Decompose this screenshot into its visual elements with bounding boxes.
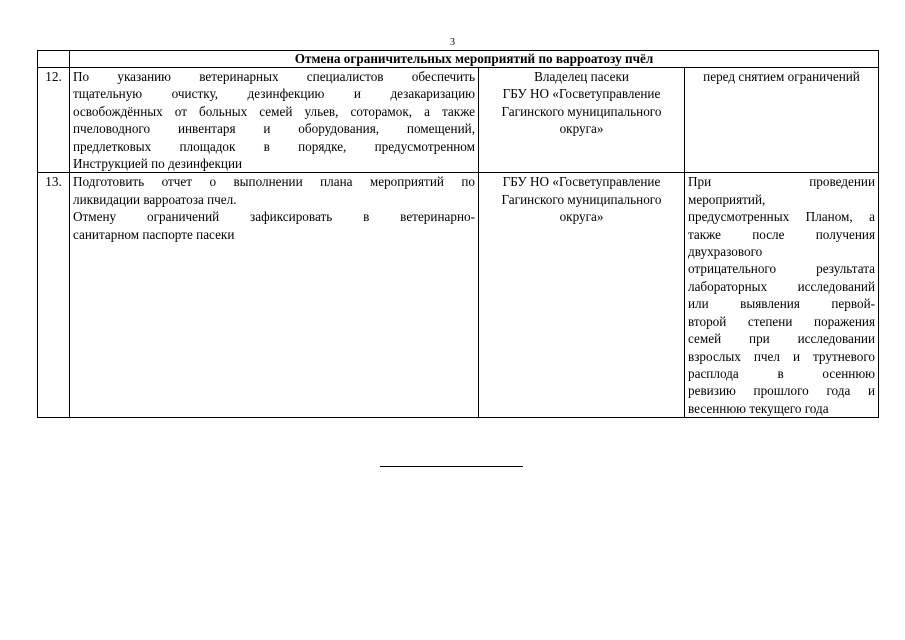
table-row: [38, 68, 879, 173]
responsible-line: округа»: [559, 209, 604, 225]
deadline-line: предусмотренных Планом, а: [688, 209, 876, 225]
action-line: Отмену ограничений зафиксировать в ветеринарно-: [73, 209, 475, 225]
deadline-line: весеннюю текущего года: [688, 400, 829, 416]
action-line: По указанию ветеринарных специалистов обеспечить: [73, 69, 475, 84]
deadline-line: второй степени поражения: [688, 313, 876, 329]
action-line: Инструкцией по дезинфекции: [73, 156, 243, 172]
section-header-row: [38, 51, 879, 68]
deadline-line: или выявления первой-: [688, 296, 876, 312]
deadline-line: ревизию прошлого года и: [688, 383, 876, 399]
row-number: 12.: [38, 68, 70, 173]
deadline-line: взрослых пчел и трутневого: [688, 348, 876, 364]
responsible-line: Гагинского муниципального: [501, 103, 662, 119]
responsible-line: Гагинского муниципального: [501, 191, 662, 207]
table-row: [38, 173, 879, 418]
deadline-line: лабораторных исследований: [688, 278, 876, 294]
action-cell: [70, 173, 479, 418]
header-num-cell: [38, 51, 70, 68]
measures-table: [37, 50, 879, 418]
deadline-line: отрицательного результата: [688, 261, 876, 277]
action-line: Подготовить отчет о выполнении плана мероприятий по: [73, 174, 475, 190]
deadline-line: двухразового: [688, 244, 763, 260]
action-line: тщательную очистку, дезинфекцию и дезакаризацию: [73, 86, 475, 102]
action-line: пчеловодного инвентаря и оборудования, помещений,: [73, 121, 475, 137]
action-line: санитарном паспорте пасеки: [73, 226, 235, 242]
deadline-line: перед снятием ограничений: [703, 69, 860, 84]
deadline-line: мероприятий,: [688, 191, 766, 207]
deadline-line: семей при исследовании: [688, 331, 876, 347]
footer-divider: [380, 466, 523, 467]
responsible-cell: [479, 68, 685, 173]
row-number: 13.: [38, 173, 70, 418]
deadline-line: При проведении: [688, 174, 876, 190]
action-cell: [70, 68, 479, 173]
responsible-line: округа»: [559, 121, 604, 137]
action-line: предлетковых площадок в порядке, предусмотренном: [73, 138, 475, 154]
responsible-line: ГБУ НО «Госветуправление: [502, 86, 661, 102]
responsible-line: ГБУ НО «Госветуправление: [502, 174, 661, 190]
deadline-line: расплода в осеннюю: [688, 365, 876, 381]
action-line: освобождённых от больных семей ульев, сотоpамок, а также: [73, 103, 475, 119]
section-title: Отмена ограничительных мероприятий по варроатозу пчёл: [70, 51, 879, 68]
responsible-line: Владелец пасеки: [534, 69, 629, 84]
deadline-line: также после получения: [688, 226, 876, 242]
deadline-cell: [685, 173, 879, 418]
page-number: 3: [450, 37, 455, 48]
action-line: ликвидации варроатоза пчел.: [73, 191, 237, 207]
deadline-cell: [685, 68, 879, 173]
responsible-cell: [479, 173, 685, 418]
